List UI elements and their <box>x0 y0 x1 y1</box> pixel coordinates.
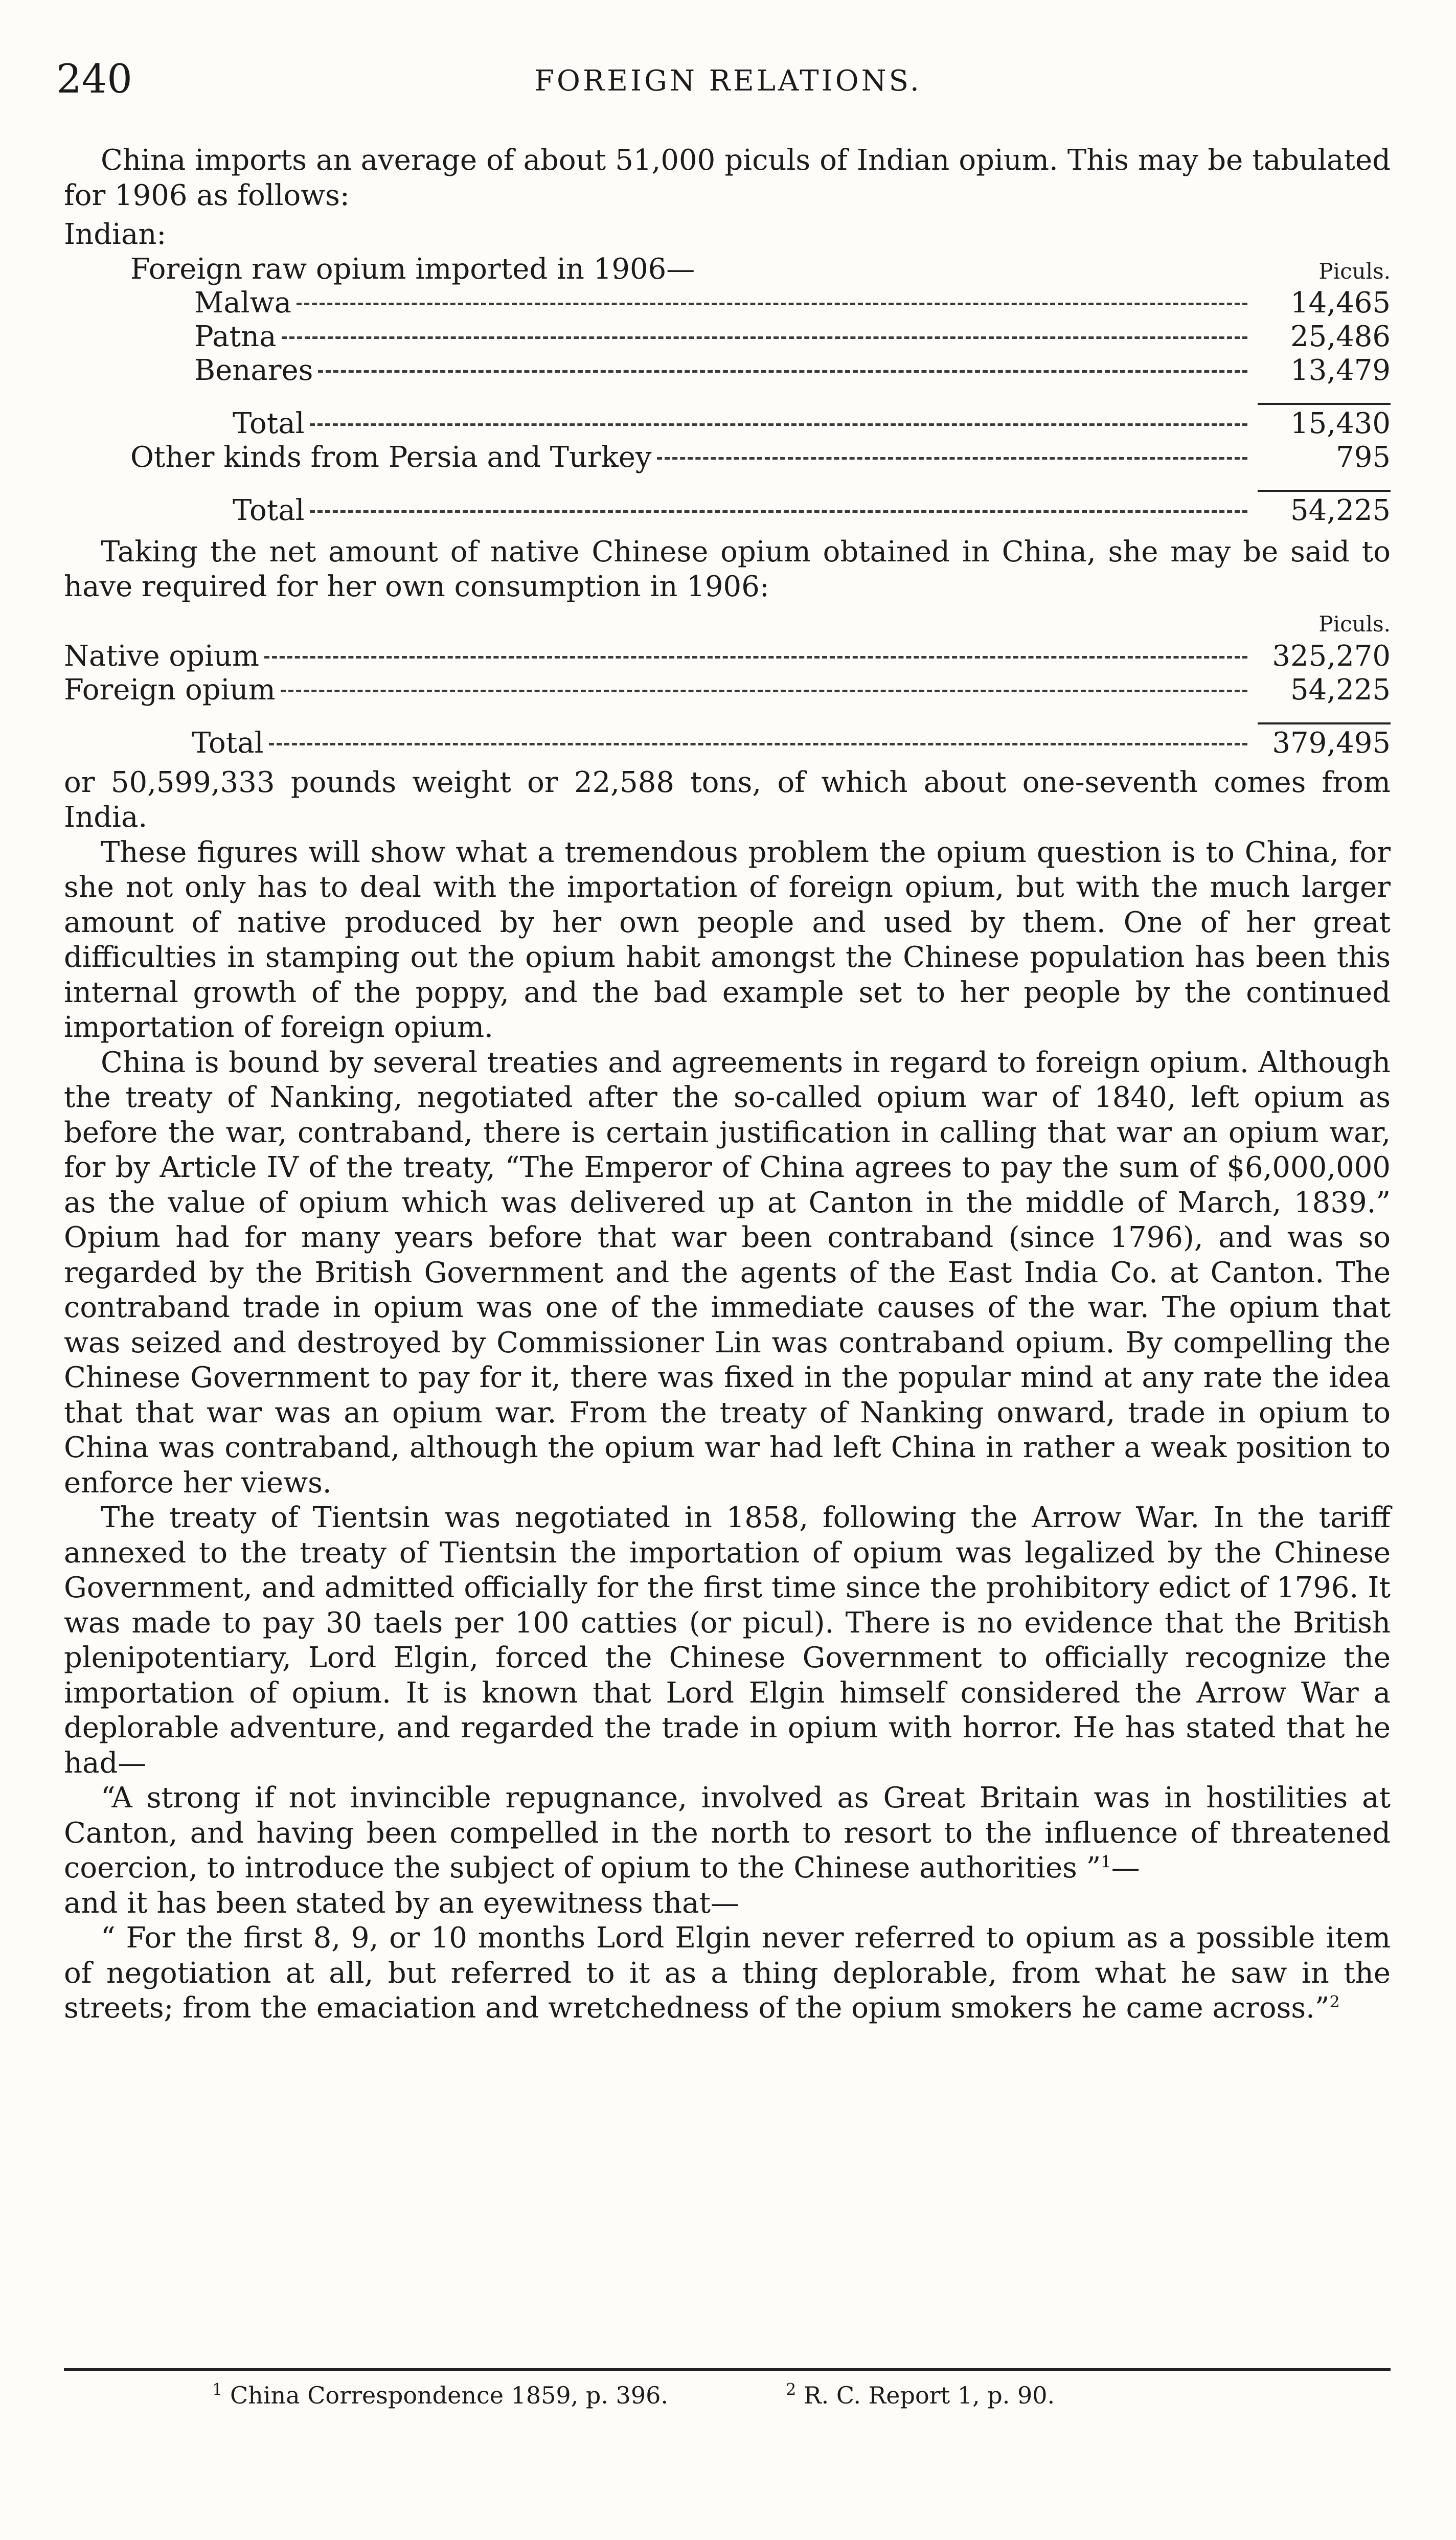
paragraph: The treaty of Tientsin was negotiated in 1858, following the Arrow War. In the tariff annexed to the treaty of Tientsin the importation of opium was legalized by the Chinese Government, and admitted officially for the first time since the prohibitory edict of 1796. It was made to pay 30 taels per 100 catties (or picul). There is no evidence that the British plenipotentiary, Lord Elgin, forced the Chinese Government to officially recognize the importation of opium. It is known that Lord Elgin himself considered the Arrow War a deplorable adventure, and regarded the trade in opium with horror. He has stated that he had— <box>64 1501 1391 1780</box>
block-quote <box>64 1921 1391 2026</box>
row-label: Total <box>233 493 305 527</box>
table-row <box>64 441 1391 474</box>
total-row <box>64 727 1391 760</box>
footnote-ref: 1 <box>1101 1852 1111 1872</box>
row-value: 13,479 <box>1290 353 1391 387</box>
leader-dots <box>657 457 1247 460</box>
sum-rule <box>64 490 1391 494</box>
opium-import-table <box>64 217 1391 528</box>
page-number: 240 <box>56 56 132 102</box>
leader-dots <box>264 656 1247 659</box>
quote-tail: — <box>1111 1851 1140 1885</box>
row-label: Patna <box>194 320 277 353</box>
footnote-text: China Correspondence 1859, p. 396. <box>230 2382 668 2409</box>
sum-rule <box>64 403 1391 407</box>
table-row <box>64 354 1391 388</box>
table-row <box>64 320 1391 354</box>
paragraph: China is bound by several treaties and agreements in regard to foreign opium. Although the treaty of Nanking, negotiated after the so-called opium war of 1840, left opium as before the war, contraband, there is certain justification in calling that war an opium war, for by Article IV of the treaty, “The Emperor of China agrees to pay the sum of $6,000,000 as the value of opium which was delivered up at Canton in the middle of March, 1839.” Opium had for many years before that war been contraband (since 1796), and was so regarded by the British Government and the agents of the East India Co. at Canton. The contraband trade in opium was one of the immediate causes of the war. The opium that was seized and destroyed by Commissioner Lin was contraband opium. By compelling the Chinese Government to pay for it, there was fixed in the popular mind at any rate the idea that that war was an opium war. From the treaty of Nanking onward, trade in opium to China was contraband, although the opium war had left China in rather a weak position to enforce her views. <box>64 1046 1391 1500</box>
footnote <box>785 2379 1055 2409</box>
row-label: Total <box>233 406 305 440</box>
table-row <box>64 286 1391 320</box>
leader-dots <box>269 743 1247 745</box>
leader-dots <box>281 690 1247 692</box>
leader-dots <box>282 336 1247 339</box>
row-label: Malwa <box>194 286 291 320</box>
units-label: Piculs. <box>1318 611 1391 637</box>
block-quote <box>64 1781 1391 1886</box>
paragraph: and it has been stated by an eyewitness that— <box>64 1886 739 1920</box>
row-label: Foreign opium <box>64 673 276 707</box>
table-subhead-row <box>64 253 1391 286</box>
leader-dots <box>318 370 1247 373</box>
table-row <box>64 673 1391 707</box>
footnote <box>212 2379 668 2409</box>
quote-text: “ For the first 8, 9, or 10 months Lord Elgin never referred to opium as a possible item of negotiation at all, but referred to it as a thing deplorable, from what he saw in the streets; from the emaciation and wretchedness of the opium smokers he came across.” <box>64 1921 1391 2025</box>
paragraph: These figures will show what a tremendous problem the opium question is to China, for she not only has to deal with the importation of foreign opium, but with the much larger amount of native produced by her own people and used by them. One of her great difficulties in stamping out the opium habit amongst the Chinese population has been this internal growth of the poppy, and the bad example set to her people by the continued importation of foreign opium. <box>64 835 1391 1044</box>
sum-rule <box>64 722 1391 727</box>
row-label: Total <box>192 726 264 760</box>
paragraph: or 50,599,333 pounds weight or 22,588 tons, of which about one-seventh comes from India. <box>64 765 1391 834</box>
footnote-text: R. C. Report 1, p. 90. <box>803 2382 1055 2409</box>
leader-dots <box>310 510 1247 513</box>
leader-dots <box>310 423 1247 426</box>
table-subhead: Foreign raw opium imported in 1906— <box>130 252 695 286</box>
subtotal-row <box>64 407 1391 441</box>
opium-consumption-table <box>64 609 1391 760</box>
leader-dots <box>297 303 1247 305</box>
units-label: Piculs. <box>1318 258 1391 284</box>
footnote-number: 2 <box>785 2379 797 2399</box>
footnote-rule <box>64 2368 1391 2371</box>
total-row <box>64 494 1391 528</box>
row-value: 325,270 <box>1272 639 1391 673</box>
running-title: FOREIGN RELATIONS. <box>534 64 922 98</box>
row-label: Native opium <box>64 639 260 673</box>
row-value: 14,465 <box>1290 286 1391 320</box>
row-value: 15,430 <box>1290 406 1391 440</box>
table-row <box>64 640 1391 673</box>
row-value: 54,225 <box>1290 673 1391 707</box>
row-value: 379,495 <box>1272 726 1391 760</box>
row-value: 795 <box>1336 440 1391 474</box>
footnote-number: 1 <box>212 2379 223 2399</box>
footnotes <box>64 2379 1391 2409</box>
page-header <box>56 56 1400 112</box>
row-label: Other kinds from Persia and Turkey <box>130 440 652 474</box>
quote-text: “A strong if not invincible repugnance, involved as Great Britain was in hostilities at Canton, and having been compelled in the north to resort to the influence of threatened coercion, to introduce the subject of opium to the Chinese authorities ” <box>64 1781 1391 1885</box>
row-value: 54,225 <box>1290 493 1391 527</box>
row-value: 25,486 <box>1290 320 1391 353</box>
row-label: Benares <box>194 353 313 387</box>
footnote-ref: 2 <box>1329 1992 1340 2012</box>
table-section-label: Indian: <box>64 218 167 251</box>
page-body <box>64 143 1391 2026</box>
intro-paragraph: China imports an average of about 51,000 piculs of Indian opium. This may be tabulated for 1906 as follows: <box>64 144 1391 212</box>
consumption-paragraph: Taking the net amount of native Chinese opium obtained in China, she may be said to have required for her own consumption in 1906: <box>64 535 1391 603</box>
